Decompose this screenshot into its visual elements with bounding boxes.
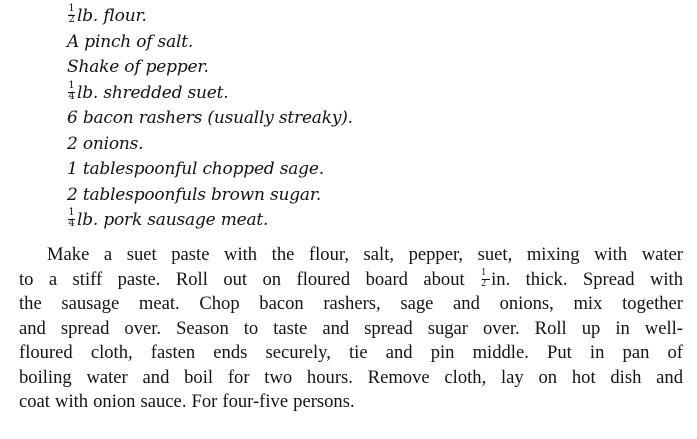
method-paragraph	[19, 243, 683, 415]
ingredient-item	[67, 30, 487, 56]
method-line: the sausage meat. Chop bacon rashers, sage and onions, mix together	[19, 293, 683, 314]
ingredient-item	[67, 106, 487, 132]
ingredient-item	[67, 183, 487, 209]
method-line: floured cloth, fasten ends securely, tie and pin middle. Put in pan of	[19, 342, 683, 363]
fraction	[67, 209, 76, 229]
ingredient-text: lb. flour.	[77, 6, 147, 26]
method-line	[19, 268, 683, 293]
ingredient-text: 2 onions.	[67, 133, 144, 154]
ingredient-text: lb. pork sausage meat.	[77, 210, 269, 230]
fraction-numerator: 1	[68, 207, 75, 218]
method-text: in. thick. Spread with	[491, 268, 683, 290]
fraction	[67, 79, 76, 102]
ingredients-list	[67, 4, 487, 234]
ingredient-item	[67, 55, 487, 81]
fraction-denominator: 4	[68, 90, 75, 102]
method-line: coat with onion sauce. For four-five persons.	[19, 391, 355, 412]
fraction-numerator: 1	[68, 79, 75, 91]
ingredient-item	[67, 157, 487, 183]
method-line: and spread over. Season to taste and spread sugar over. Roll up in well-	[19, 317, 683, 339]
ingredient-item	[67, 132, 487, 158]
fraction-numerator: 1	[68, 3, 75, 14]
ingredient-text: 2 tablespoonfuls brown sugar.	[67, 184, 322, 205]
method-line: boiling water and boil for two hours. Remove cloth, lay on hot dish and	[19, 366, 683, 388]
fraction	[67, 5, 76, 25]
ingredient-text: 1 tablespoonful chopped sage.	[67, 159, 324, 179]
ingredient-item	[67, 4, 487, 30]
fraction-denominator: 2	[68, 14, 75, 25]
ingredient-item	[67, 208, 487, 234]
ingredient-text: lb. shredded suet.	[77, 82, 229, 103]
fraction-denominator: 2	[481, 277, 487, 289]
fraction	[481, 266, 491, 289]
fraction-denominator: 4	[68, 218, 75, 229]
ingredient-text: Shake of pepper.	[67, 57, 209, 77]
method-text: to a stiff paste. Roll out on floured board about	[19, 268, 481, 290]
fraction-numerator: 1	[481, 266, 487, 278]
method-line: Make a suet paste with the flour, salt, pepper, suet, mixing with water	[47, 244, 683, 265]
ingredient-item	[67, 81, 487, 107]
ingredient-text: 6 bacon rashers (usually streaky).	[67, 108, 353, 128]
ingredient-text: A pinch of salt.	[67, 31, 194, 52]
